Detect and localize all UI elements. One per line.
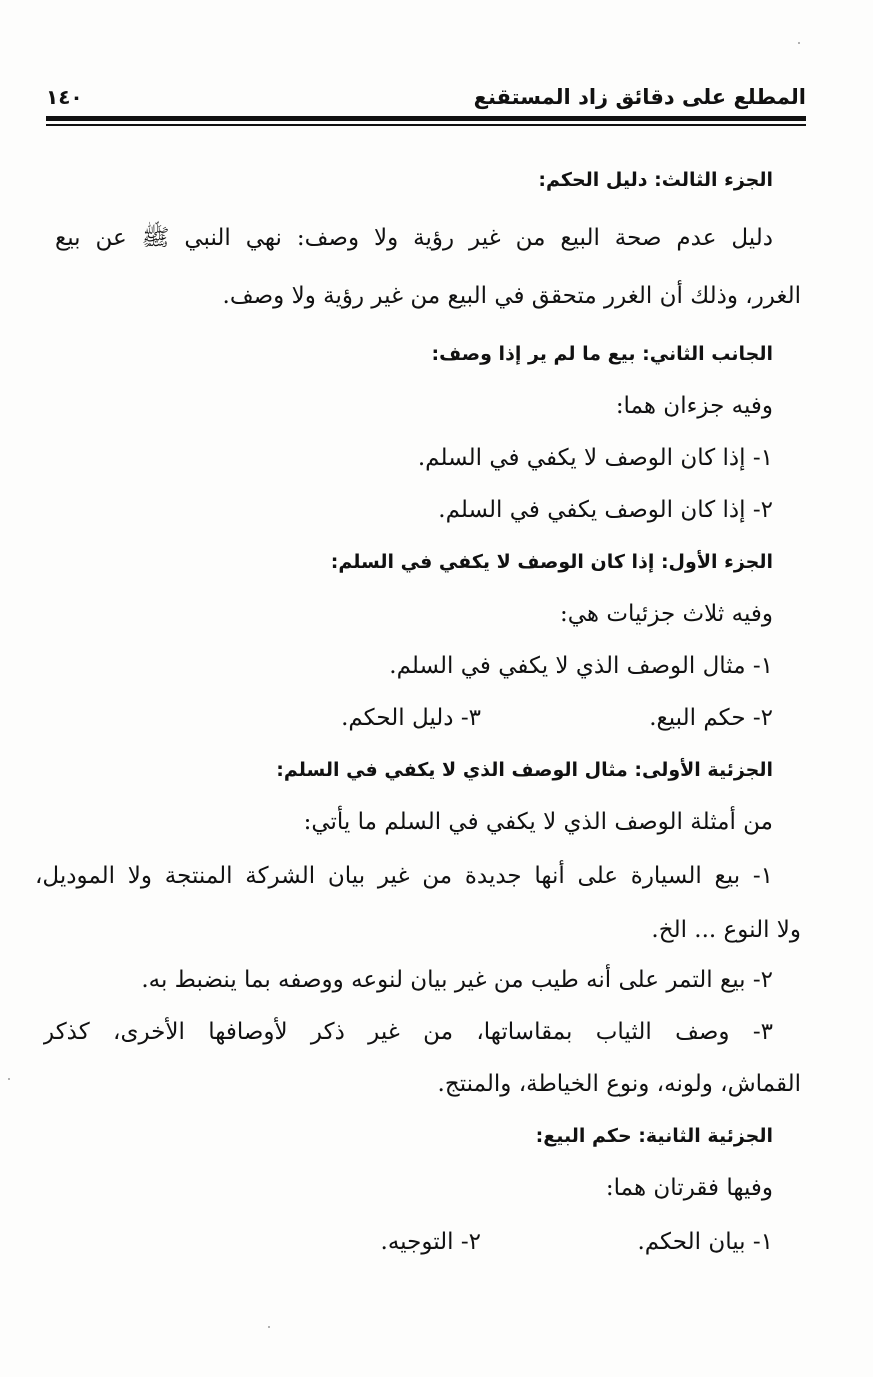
intro-text: وفيها فقرتان هما:	[605, 1175, 773, 1201]
list-item: ٣- دليل الحكم.	[341, 705, 481, 731]
header-rule-thin	[46, 124, 806, 126]
heading-first-part: الجزء الأول: إذا كان الوصف لا يكفي في السلم:	[330, 551, 773, 573]
book-title: المطلع على دقائق زاد المستقنع	[473, 85, 806, 109]
scan-speck	[798, 42, 800, 44]
paragraph-line: ١- بيع السيارة على أنها جديدة من غير بيان الشركة المنتجة ولا الموديل،	[35, 863, 773, 889]
list-item: ٢- بيع التمر على أنه طيب من غير بيان لنوعه ووصفه بما ينضبط به.	[141, 967, 773, 993]
paragraph-line: ٣- وصف الثياب بمقاساتها، من غير ذكر لأوصافها الأخرى، كذكر	[43, 1019, 773, 1045]
paragraph-line: القماش، ولونه، ونوع الخياطة، والمنتج.	[437, 1071, 801, 1097]
list-item: ١- بيان الحكم.	[637, 1229, 773, 1255]
paragraph-line: دليل عدم صحة البيع من غير رؤية ولا وصف: نهي النبي ﷺ عن بيع	[55, 225, 773, 251]
heading-second-aspect: الجانب الثاني: بيع ما لم ير إذا وصف:	[431, 343, 773, 365]
intro-text: وفيه جزءان هما:	[615, 393, 773, 419]
running-header	[46, 82, 806, 112]
heading-first-subpart: الجزئية الأولى: مثال الوصف الذي لا يكفي في السلم:	[276, 759, 773, 781]
scan-speck	[8, 1078, 10, 1080]
list-item: ٢- إذا كان الوصف يكفي في السلم.	[438, 497, 773, 523]
heading-proof-of-ruling: الجزء الثالث: دليل الحكم:	[538, 169, 773, 191]
scan-speck	[268, 1326, 270, 1328]
header-rule-thick	[46, 116, 806, 121]
paragraph-line: ولا النوع ... الخ.	[651, 917, 801, 943]
list-item: ١- إذا كان الوصف لا يكفي في السلم.	[417, 445, 773, 471]
page-number: ١٤٠	[46, 85, 83, 109]
intro-text: من أمثلة الوصف الذي لا يكفي في السلم ما يأتي:	[303, 809, 773, 835]
list-item: ١- مثال الوصف الذي لا يكفي في السلم.	[389, 653, 773, 679]
list-item: ٢- حكم البيع.	[649, 705, 773, 731]
paragraph-line: الغرر، وذلك أن الغرر متحقق في البيع من غير رؤية ولا وصف.	[222, 283, 801, 309]
heading-second-subpart: الجزئية الثانية: حكم البيع:	[535, 1125, 773, 1147]
list-item: ٢- التوجيه.	[380, 1229, 481, 1255]
intro-text: وفيه ثلاث جزئيات هي:	[559, 601, 773, 627]
